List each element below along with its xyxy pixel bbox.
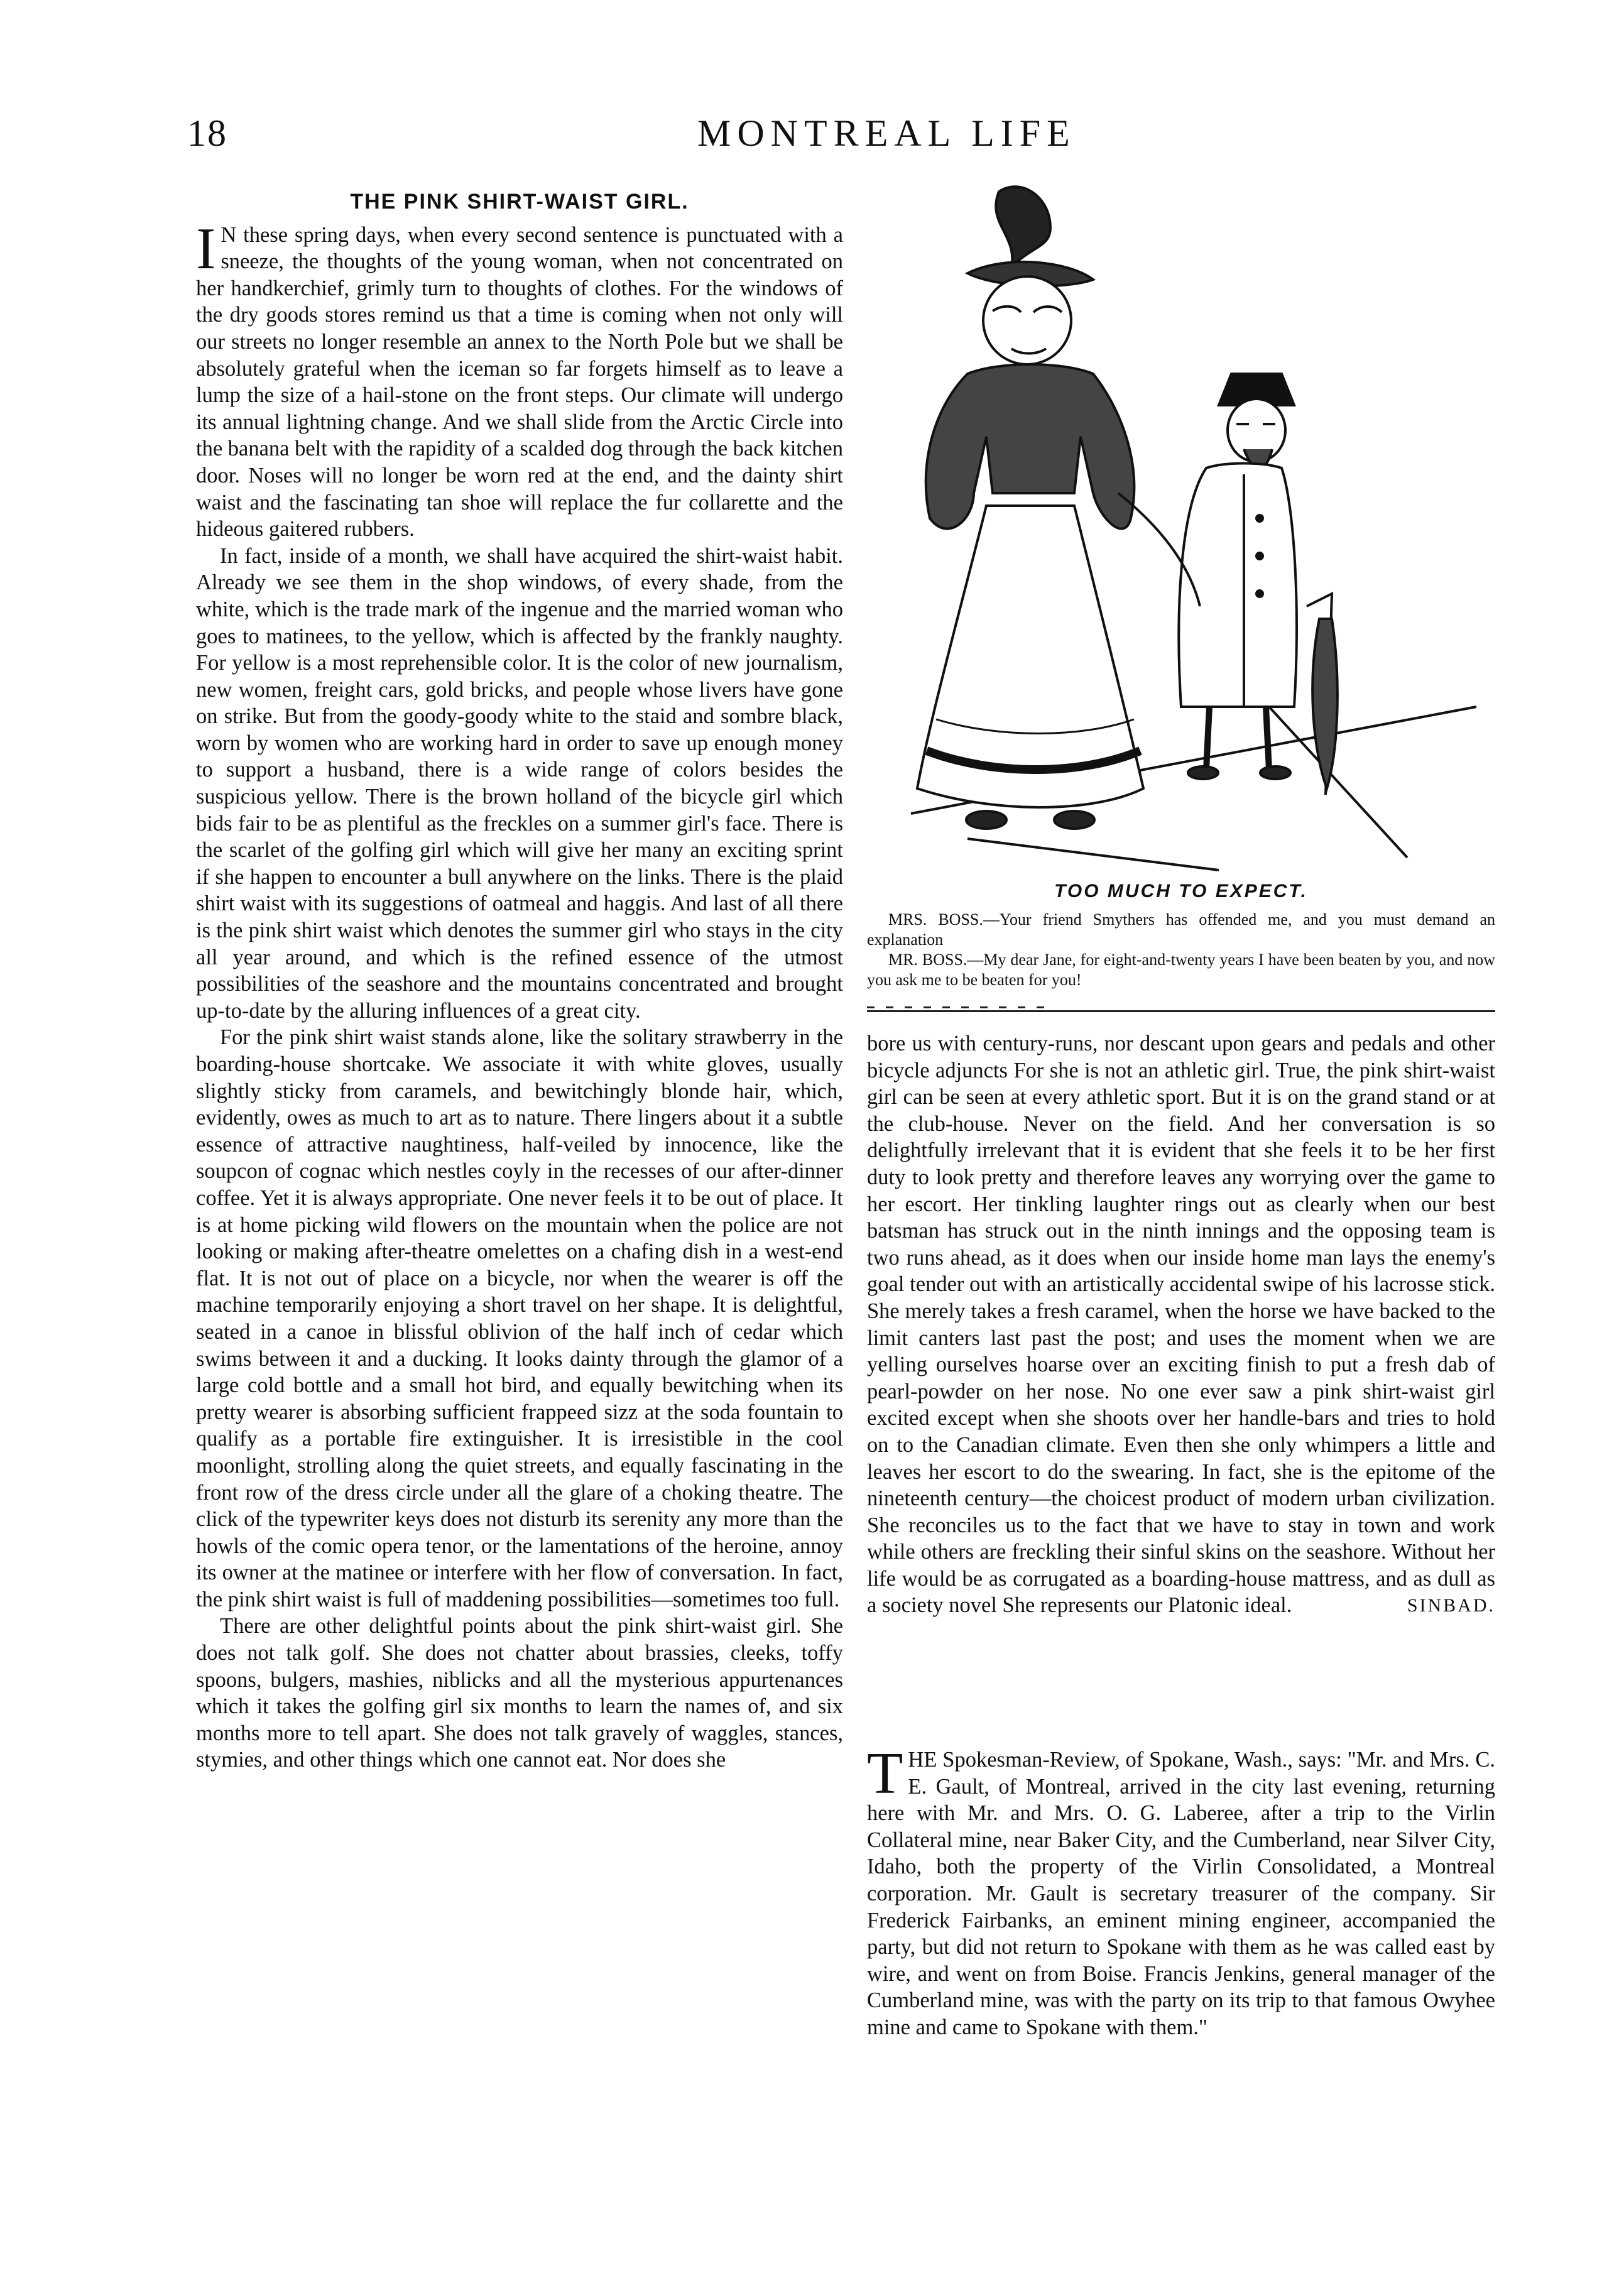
hat-plume	[996, 187, 1050, 267]
cartoon-caption	[867, 910, 1495, 990]
column-rule	[867, 1010, 1495, 1012]
article-paragraph-2: In fact, inside of a month, we shall have acquired the shirt-waist habit. Already we see them in the shop windows, of every shade, from the white, which is the trade mark of the ingenue and the married woman who goes to matinees, to the yellow, which is affected by the frankly naughty. For yellow is a most reprehensible color. It is the color of new journalism, new women, freight cars, gold bricks, and people whose livers have gone on strike. But from the goody-goody white to the staid and sombre black, worn by women who are working hard in order to save up enough money to support a husband, there is a wide range of colors besides the suspicious yellow. There is the brown holland of the bicycle girl which bids fair to be as plentiful as the freckles on a summer girl's face. There is the scarlet of the golfing girl which will give her many an exciting sprint if she happen to encounter a bull anywhere on the links. There is the plaid shirt waist with its suggestions of oatmeal and haggis. And last of all there is the pink shirt waist which denotes the summer girl who stays in the city all year around, and which is the refined essence of the utmost possibilities of the seashore and the mountains concentrated and brought up-to-date by the alluring influences of a great city.	[196, 543, 843, 1023]
cartoon-illustration	[892, 166, 1495, 876]
running-head: MONTREAL LIFE	[697, 112, 1076, 154]
article-paragraph-3: For the pink shirt waist stands alone, like the solitary strawberry in the boarding-house shortcake. We associate it with white gloves, usually slightly sticky from caramels, and bewitchingly blonde hair, which, evidently, owes as much to art as to nature. There lingers about it a subtle essence of attractive naughtiness, half-veiled by innocence, like the soupcon of cognac which nestles coyly in the recesses of our after-dinner coffee. Yet it is always appropriate. One never feels it to be out of place. It is at home picking wild flowers on the mountain when the police are not looking or making after-theatre omelettes on a chafing dish in a west-end flat. It is not out of place on a bicycle, nor when the wearer is off the machine temporarily enjoying a short travel on her shape. It is delightful, seated in a canoe in blissful oblivion of the half inch of cedar which swims between it and a ducking. It looks dainty through the glamor of a large cold bottle and a small hot bird, and equally bewitching when its pretty wearer is absorbing sufficient frappeed sizz at the soda fountain to qualify as a portable fire extinguisher. It is irresistible in the cool moonlight, strolling along the quiet streets, and equally fascinating in the front row of the dress circle under all the glare of a choking theatre. The click of the typewriter keys does not disturb its serenity any more than the howls of the comic opera tenor, or the lamentations of the heroine, annoy its owner at the matinee or interfere with her flow of conversation. In fact, the pink shirt waist is full of maddening possibilities—sometimes too full.	[196, 1025, 843, 1611]
left-column	[196, 188, 843, 1774]
article-paragraph-5: bore us with century-runs, nor descant upon gears and pedals and other bicycle adjuncts For she is not an athletic girl. True, the pink shirt-waist girl can be seen at every athletic sport. But it is on the grand stand or at the club-house. Never on the field. And her conversation is so delightfully irrelevant that it is evident that she feels it to be her first duty to look pretty and therefore leaves any worrying over the game to her escort. Her tinkling laughter rings out as clearly when our best batsman has struck out in the ninth innings and the opposing team is two runs ahead, as it does when our inside home man lays the enemy's goal tender out with an artistically accidental swipe of his lacrosse stick. She merely takes a fresh caramel, when the horse we have backed to the limit canters last past the post; and uses the moment when we are yelling ourselves hoarse over an exciting finish to put a fresh dab of pearl-powder on her nose. No one ever saw a pink shirt-waist girl excited except when she shoots over her handle-bars and tries to hold on to the Canadian climate. Even then she only whimpers a little and leaves her escort to do the swearing. In fact, she is the epitome of the nineteenth century—the choicest product of modern urban civilization. She reconciles us to the fact that we have to stay in town and work while others are freckling their sinful skins on the seashore. Without her life would be as corrugated as a boarding-house mattress, and as dull as a society novel She represents our Platonic ideal.	[867, 1032, 1495, 1618]
article-title: THE PINK SHIRT-WAIST GIRL.	[350, 190, 689, 214]
article-paragraph-4: There are other delightful points about the pink shirt-waist girl. She does not talk golf. She does not chatter about brassies, cleeks, toffy spoons, bulgers, mashies, niblicks and all the mysterious appurtenances which it takes the golfing girl six months to learn the names of, and six months more to tell apart. She does not talk gravely of waggles, stances, stymies, and other things which one cannot eat. Nor does she	[196, 1614, 843, 1772]
dotted-rule	[867, 1006, 1055, 1008]
caption-line-1: MRS. BOSS.—Your friend Smythers has offended me, and you must demand an explanation	[867, 910, 1495, 949]
caption-line-2: MR. BOSS.—My dear Jane, for eight-and-twenty years I have been beaten by you, and now you ask me to be beaten for you!	[867, 951, 1495, 989]
page-number: 18	[187, 112, 227, 154]
article-paragraph-1	[196, 215, 843, 543]
news-text: HE Spokesman-Review, of Spokane, Wash., says: "Mr. and Mrs. C. E. Gault, of Montreal, arrived in the city last evening, returning here with Mr. and Mrs. O. G. Laberee, after a trip to the Virlin Collateral mine, near Baker City, and the Cumberland, near Silver City, Idaho, both the property of the Virlin Consolidated, a Montreal corporation. Mr. Gault is secretary treasurer of the company. Sir Frederick Fairbanks, an eminent mining engineer, accompanied the party, but did not return to Spokane with them as he was called east by wire, and went on from Boise. Francis Jenkins, general manager of the Cumberland mine, was with the party on its trip to that famous Owyhee mine and came to Spokane with them."	[867, 1748, 1495, 2039]
signature: SINBAD.	[1407, 1595, 1495, 1616]
woman-head	[983, 276, 1071, 364]
paragraph-text: N these spring days, when every second sentence is punctuated with a sneeze, the thoughts of the young woman, when not concentrated on her handkerchief, grimly turn to thoughts of clothes. For the windows of the dry goods stores remind us that a time is coming when not only will our streets no longer resemble an annex to the North Pole but we shall be absolutely grateful when the iceman so far forgets himself as to leave a lump the size of a hail-stone on the front steps. Our climate will undergo its annual lightning change. And we shall slide from the Arctic Circle into the banana belt with the rapidity of a scalded dog through the back kitchen door. Noses will no longer be worn red at the end, and the dainty shirt waist and the fascinating tan shoe will replace the fur collarette and the hideous gaitered rubbers.	[196, 222, 843, 542]
drop-cap: I	[196, 215, 216, 281]
man-coat	[1179, 464, 1297, 707]
right-column	[867, 1030, 1495, 1620]
news-paragraph	[867, 1741, 1495, 2041]
caption-title: TOO MUCH TO EXPECT.	[1054, 881, 1308, 902]
news-drop-cap: T	[867, 1741, 903, 1806]
news-item	[867, 1741, 1495, 2041]
woman-bodice	[926, 364, 1135, 529]
